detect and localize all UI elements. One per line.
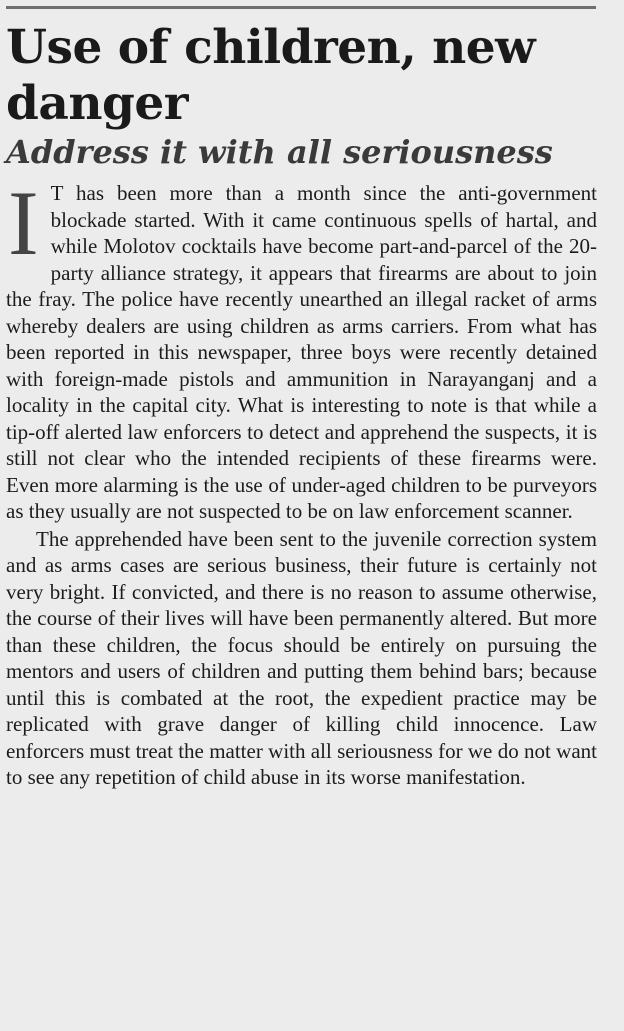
headline: Use of children, new danger (6, 20, 536, 131)
body-paragraph-1-text: T has been more than a month since the anti-government blockade started. With it came continuous spells of hartal, and while Molotov cocktails have become part-and-parcel of the 20-party alliance strategy, it appears that firearms are about to join the fray. The police have recently unearthed an illegal racket of arms whereby dealers are using children as arms carriers. From what has been reported in this newspaper, three boys were recently detained with foreign-made pistols and ammunition in Narayanganj and a locality in the capital city. What is interesting to note is that while a tip-off alerted law enforcers to detect and apprehend the suspects, it is still not clear who the intended recipients of these firearms were. Even more alarming is the use of under-aged children to be purveyors as they usually are not suspected to be on law enforcement scanner. (6, 181, 597, 523)
subheadline: Address it with all seriousness (6, 133, 553, 171)
top-rule (6, 6, 596, 9)
editorial-article (6, 20, 597, 791)
drop-cap: I (8, 172, 39, 274)
body-paragraph-1 (6, 172, 597, 525)
body-paragraph-2: The apprehended have been sent to the juvenile correction system and as arms cases are serious business, their future is certainly not very bright. If convicted, and there is no reason to assume otherwise, the course of their lives will have been permanently altered. But more than these children, the focus should be entirely on pursuing the mentors and users of children and putting them behind bars; because until this is combated at the root, the expedient practice may be replicated with grave danger of killing child innocence. Law enforcers must treat the matter with all seriousness for we do not want to see any repetition of child abuse in its worse manifestation. (6, 526, 597, 789)
